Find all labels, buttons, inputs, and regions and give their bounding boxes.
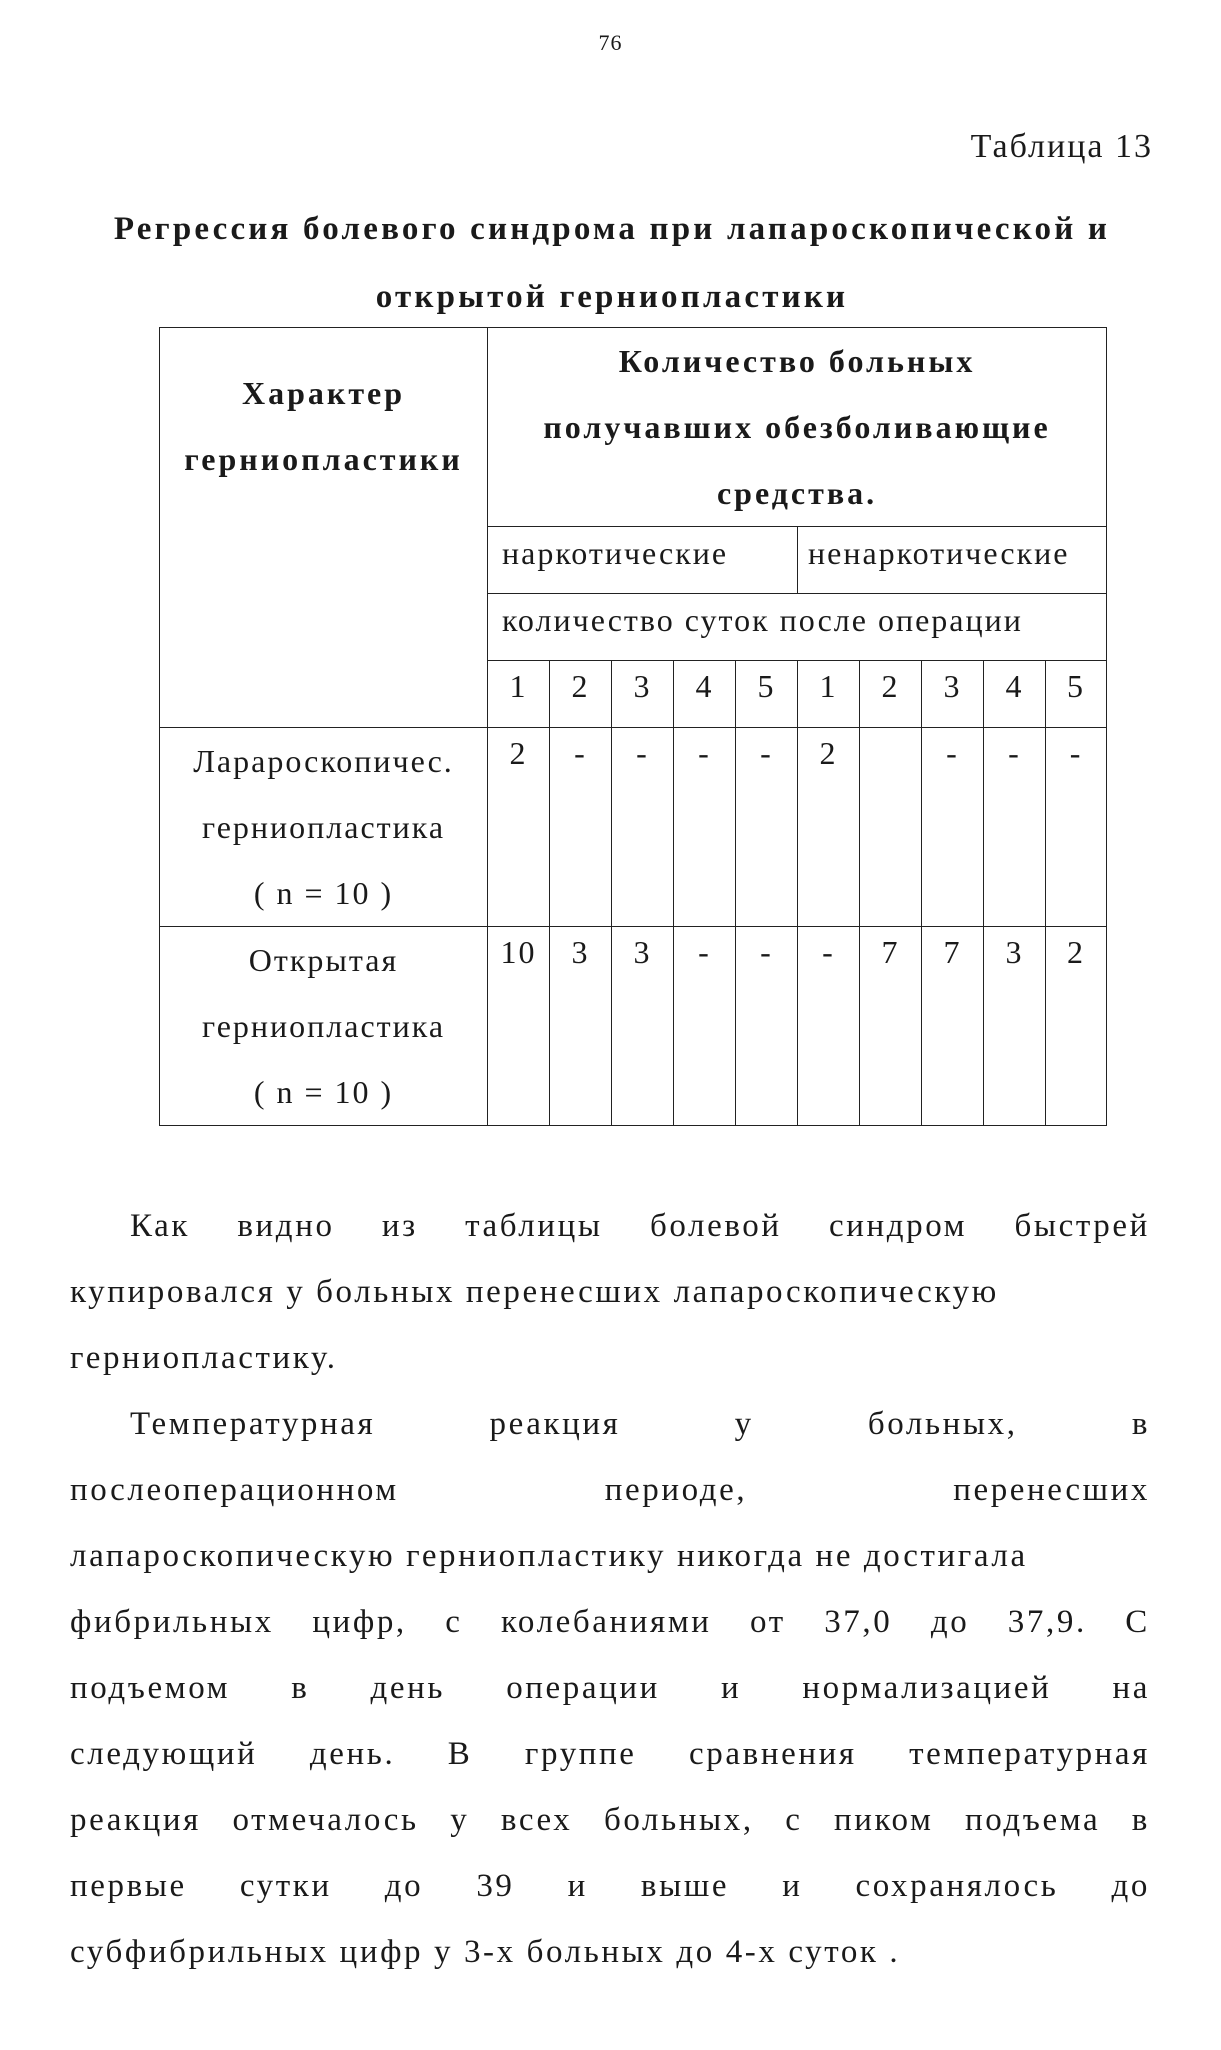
paragraph-2-line-6 [70, 1721, 1150, 1787]
header-patient-count-line-3: средства. [716, 475, 878, 511]
word: в [291, 1670, 310, 1706]
day-number: 4 [984, 661, 1046, 728]
paragraph-1-line-3: герниопластику. [70, 1340, 338, 1376]
table-title [72, 195, 1152, 331]
paragraph-2-line-3: лапароскопическую герниопластику никогда не достигала [70, 1538, 1028, 1574]
word: нормализацией [802, 1670, 1052, 1706]
word: больных, [603, 1802, 754, 1838]
table-cell: - [1046, 728, 1107, 927]
table-cell: 2 [488, 728, 550, 927]
table-cell: 7 [860, 927, 922, 1126]
paragraph-1-line-1 [70, 1193, 1150, 1259]
table-title-line-1: Регрессия болевого синдрома при лапароскопической и [113, 211, 1111, 247]
word: В [447, 1736, 473, 1772]
day-number: 4 [674, 661, 736, 728]
word: 37,9. [1007, 1604, 1087, 1640]
paragraph-2 [70, 1391, 1150, 1985]
header-patient-count-line-2: получавших обезболивающие [543, 409, 1051, 445]
header-non-narcotic: ненаркотические [798, 527, 1107, 594]
day-number: 1 [488, 661, 550, 728]
table-cell: - [550, 728, 612, 927]
word: из [381, 1208, 418, 1244]
table-cell: - [736, 927, 798, 1126]
table-cell: - [674, 927, 736, 1126]
word: Температурная [130, 1406, 376, 1442]
row-label-line: герниопластика [201, 809, 446, 845]
paragraph-2-line-2 [70, 1457, 1150, 1523]
day-number: 5 [736, 661, 798, 728]
table-row [160, 927, 1107, 1126]
row-label-line: Ларароскопичес. [193, 743, 454, 779]
word: до [1111, 1868, 1150, 1904]
word: от [750, 1604, 786, 1640]
word: отмечалось [232, 1802, 419, 1838]
paragraph-1-line-2: купировался у больных перенесших лапароскопическую [70, 1274, 999, 1310]
paragraph-2-line-7 [70, 1787, 1150, 1853]
word: день [370, 1670, 446, 1706]
word: реакция [70, 1802, 201, 1838]
word: температурная [909, 1736, 1150, 1772]
header-surgery-type-line-2: герниопластики [184, 441, 463, 477]
header-surgery-type [160, 328, 488, 728]
day-number: 3 [922, 661, 984, 728]
day-number: 5 [1046, 661, 1107, 728]
row-label-open [160, 927, 488, 1126]
table-cell: 7 [922, 927, 984, 1126]
word: выше [640, 1868, 730, 1904]
word: С [1125, 1604, 1150, 1640]
word: быстрей [1014, 1208, 1150, 1244]
word: группе [524, 1736, 637, 1772]
table-cell: 3 [984, 927, 1046, 1126]
word: до [384, 1868, 424, 1904]
word: подъема [965, 1802, 1101, 1838]
paragraph-2-line-4 [70, 1589, 1150, 1655]
word: болевой [649, 1208, 782, 1244]
word: периоде, [604, 1472, 748, 1508]
table-cell [860, 728, 922, 927]
word: всех [500, 1802, 573, 1838]
table-row [160, 728, 1107, 927]
word: на [1112, 1670, 1150, 1706]
word: послеоперационном [70, 1472, 399, 1508]
word: до [930, 1604, 970, 1640]
table-cell: - [736, 728, 798, 927]
table-cell: - [612, 728, 674, 927]
word: операции [506, 1670, 660, 1706]
table-label: Таблица 13 [970, 128, 1153, 165]
header-patient-count [488, 328, 1107, 527]
table-cell: - [984, 728, 1046, 927]
word: сутки [239, 1868, 332, 1904]
table-cell: - [798, 927, 860, 1126]
paragraph-2-line-1 [70, 1391, 1150, 1457]
word: цифр, [312, 1604, 407, 1640]
table-cell: - [922, 728, 984, 927]
row-label-line: герниопластика [201, 1008, 446, 1044]
word: сохранялось [855, 1868, 1059, 1904]
word: видно [237, 1208, 335, 1244]
header-days-after-surgery: количество суток после операции [488, 594, 1107, 661]
word: реакция [489, 1406, 621, 1442]
paragraph-1 [70, 1193, 1150, 1391]
word: таблицы [465, 1208, 603, 1244]
word: первые [70, 1868, 187, 1904]
table-cell: 10 [488, 927, 550, 1126]
paragraph-2-line-8 [70, 1853, 1150, 1919]
word: следующий [70, 1736, 258, 1772]
word: в [1131, 1802, 1150, 1838]
word: пиком [834, 1802, 934, 1838]
day-number: 3 [612, 661, 674, 728]
row-label-line: Открытая [248, 942, 399, 978]
word: синдром [828, 1208, 968, 1244]
table-title-line-2: открытой герниопластики [375, 279, 849, 315]
row-label-laparoscopic [160, 728, 488, 927]
word: и [721, 1670, 742, 1706]
header-patient-count-line-1: Количество больных [618, 343, 976, 379]
word: у [450, 1802, 470, 1838]
table-cell: - [674, 728, 736, 927]
word: колебаниями [500, 1604, 712, 1640]
row-label-line: ( n = 10 ) [253, 1074, 394, 1110]
word: больных, [867, 1406, 1018, 1442]
header-surgery-type-line-1: Характер [241, 375, 406, 411]
word: 37,0 [824, 1604, 893, 1640]
table-cell: 2 [1046, 927, 1107, 1126]
word: подъемом [70, 1670, 231, 1706]
table-cell: 3 [550, 927, 612, 1126]
word: день. [309, 1736, 396, 1772]
paragraph-2-line-9: субфибрильных цифр у 3-х больных до 4-х суток . [70, 1934, 901, 1970]
header-narcotic: наркотические [488, 527, 798, 594]
table-cell: 3 [612, 927, 674, 1126]
word: перенесших [953, 1472, 1150, 1508]
page-number: 76 [598, 30, 623, 55]
paragraph-2-line-5 [70, 1655, 1150, 1721]
day-number: 1 [798, 661, 860, 728]
word: фибрильных [70, 1604, 274, 1640]
pain-regression-table [159, 327, 1107, 1126]
word: и [782, 1868, 803, 1904]
row-label-line: ( n = 10 ) [253, 875, 394, 911]
word: и [567, 1868, 588, 1904]
word: 39 [476, 1868, 515, 1904]
day-number: 2 [860, 661, 922, 728]
word: в [1131, 1406, 1150, 1442]
day-number: 2 [550, 661, 612, 728]
word: с [445, 1604, 463, 1640]
word: с [785, 1802, 803, 1838]
table-cell: 2 [798, 728, 860, 927]
word: у [734, 1406, 754, 1442]
word: сравнения [689, 1736, 857, 1772]
word: Как [130, 1208, 191, 1244]
